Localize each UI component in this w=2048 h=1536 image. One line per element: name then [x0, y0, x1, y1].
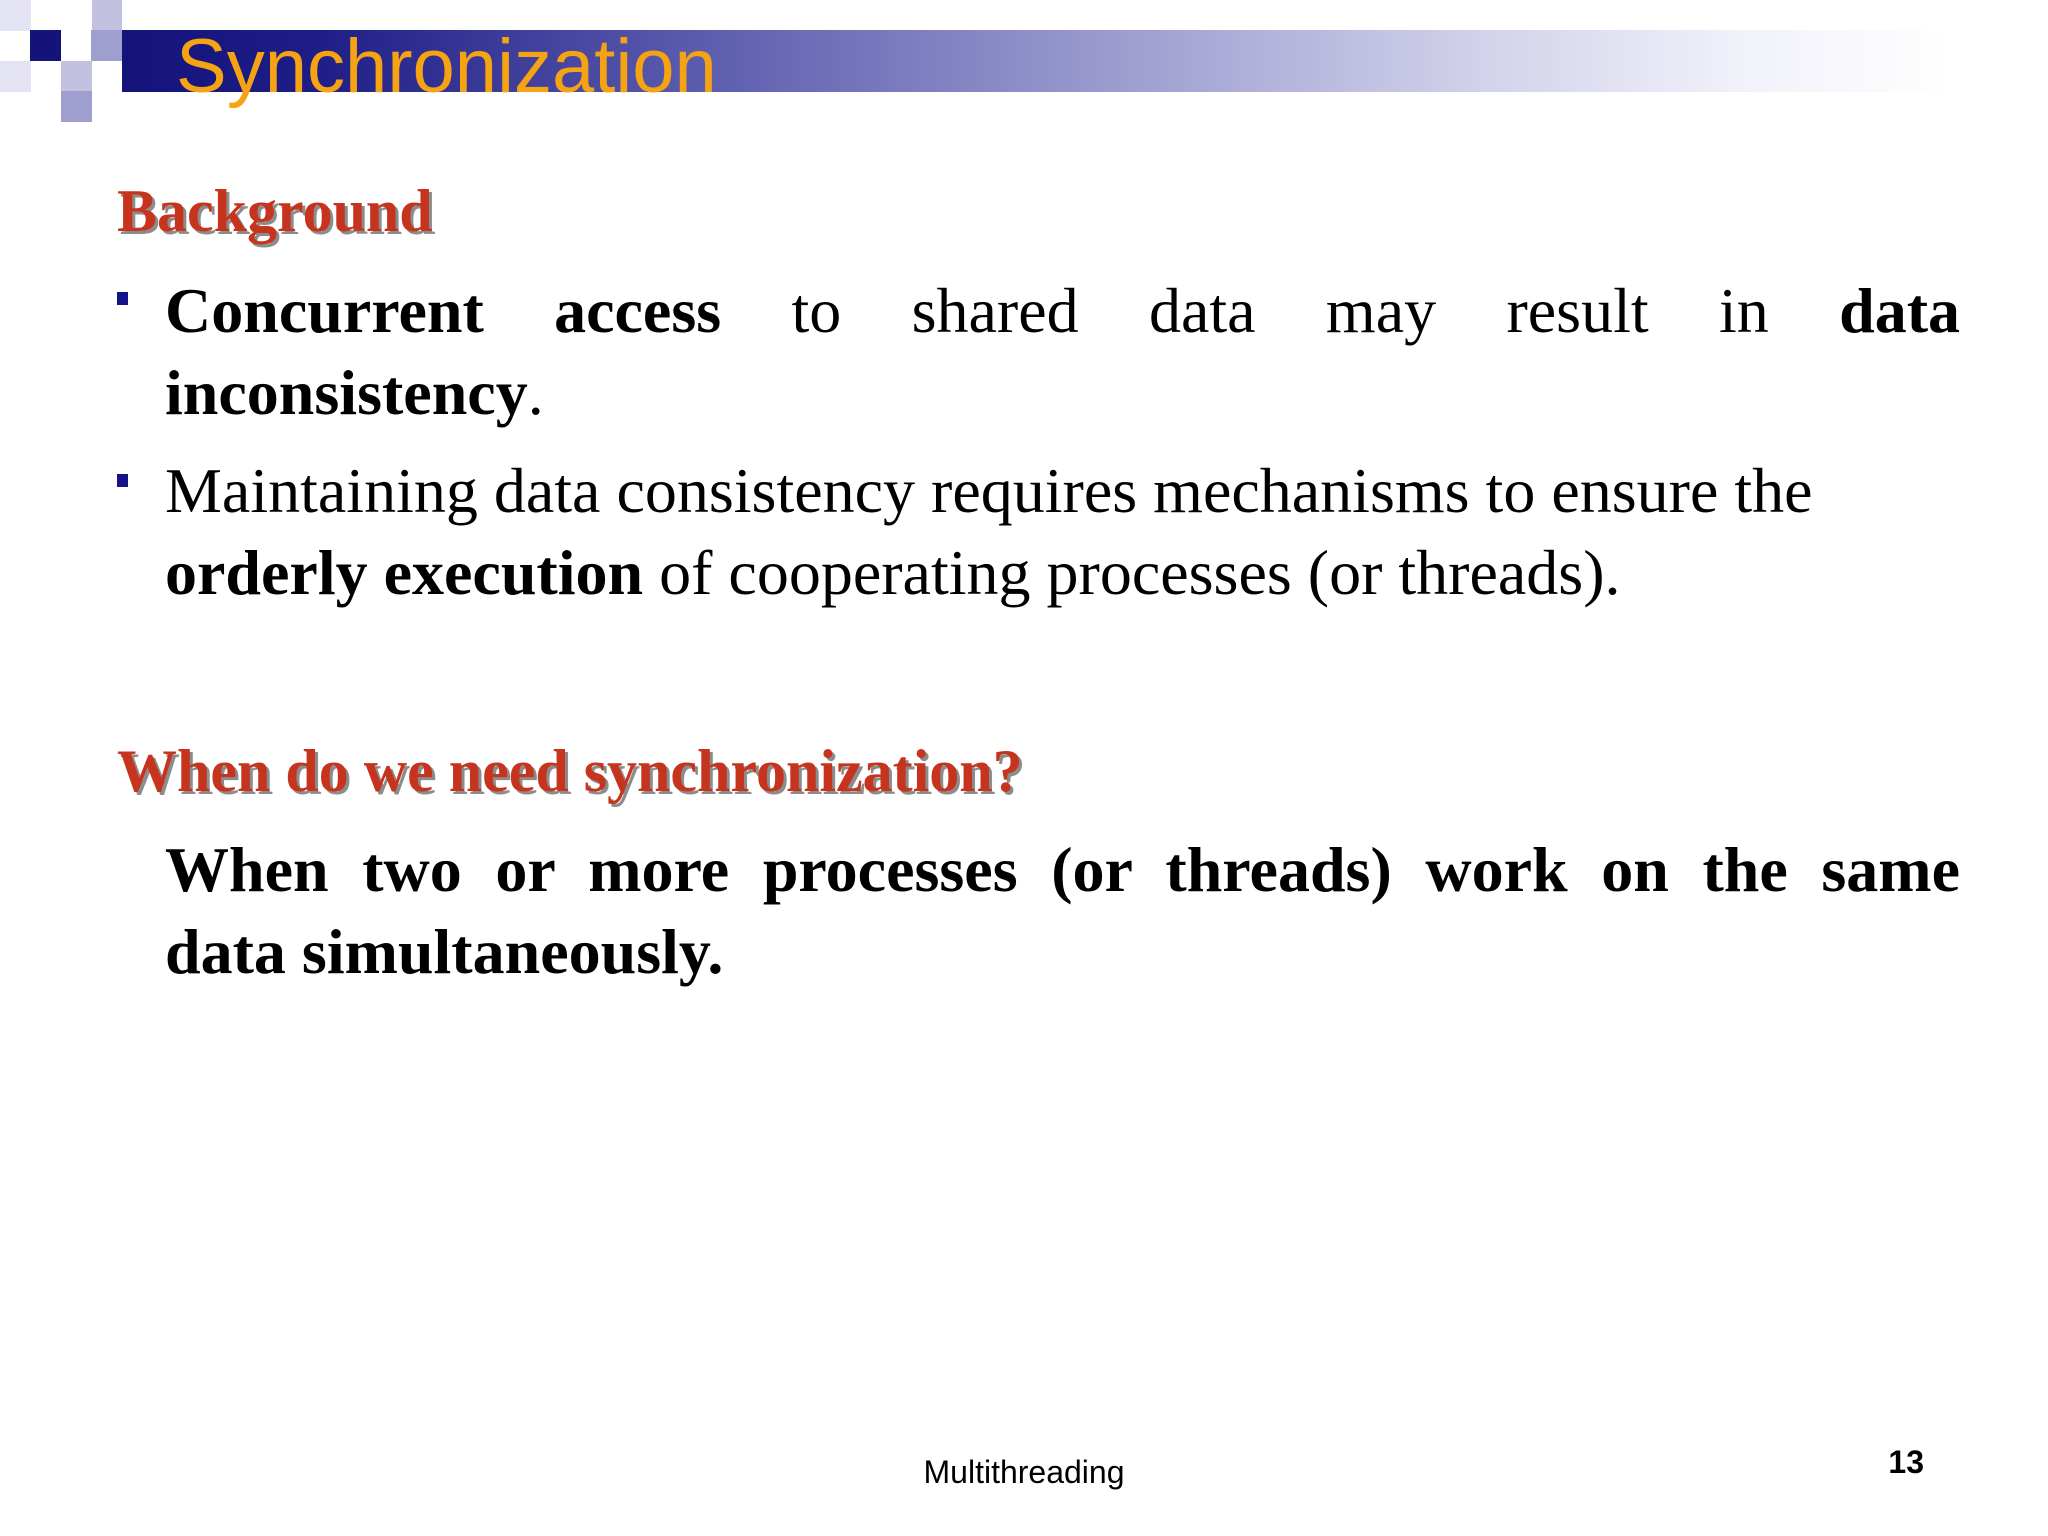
need-heading: When do we need synchronization?	[117, 738, 1023, 804]
bullet-2-term: orderly execution	[165, 537, 644, 608]
bullet-1-period: .	[527, 357, 544, 428]
corner-square-3	[30, 30, 61, 61]
bullet-1-term-3: inconsistency	[165, 357, 528, 428]
bullet-square-icon	[117, 292, 128, 305]
corner-square-4	[91, 30, 122, 61]
need-answer-text-1: When two or more processes (or threads) work on the same	[165, 834, 1960, 905]
bullet-square-icon	[117, 474, 128, 487]
need-answer-line-2	[165, 911, 1960, 993]
corner-square-7	[61, 91, 92, 122]
bullet-1-term-2: data	[1839, 275, 1961, 346]
bullet-2-text-2: of cooperating processes (or threads).	[643, 537, 1621, 608]
bullet-2-line-2	[165, 532, 1960, 614]
need-answer-line-1	[165, 829, 1960, 911]
footer-label: Multithreading	[923, 1454, 1125, 1490]
bullet-2-text: Maintaining data consistency requires mechanisms to ensure the	[165, 455, 1813, 526]
bullet-1-term: Concurrent access	[165, 275, 722, 346]
page-number: 13	[1888, 1444, 1924, 1480]
corner-square-1	[0, 0, 31, 31]
bullet-2-line-1	[165, 450, 1960, 532]
corner-square-6	[61, 61, 92, 92]
need-answer-text-2: data simultaneously.	[165, 916, 724, 987]
bullet-1-text: to shared data may result in	[721, 275, 1840, 346]
corner-square-2	[92, 0, 122, 30]
background-heading: Background	[117, 178, 433, 244]
bullet-1-line-1	[165, 270, 1960, 352]
bullet-1-line-2	[165, 352, 1960, 434]
corner-square-5	[0, 61, 31, 92]
slide-title: Synchronization	[176, 24, 717, 109]
